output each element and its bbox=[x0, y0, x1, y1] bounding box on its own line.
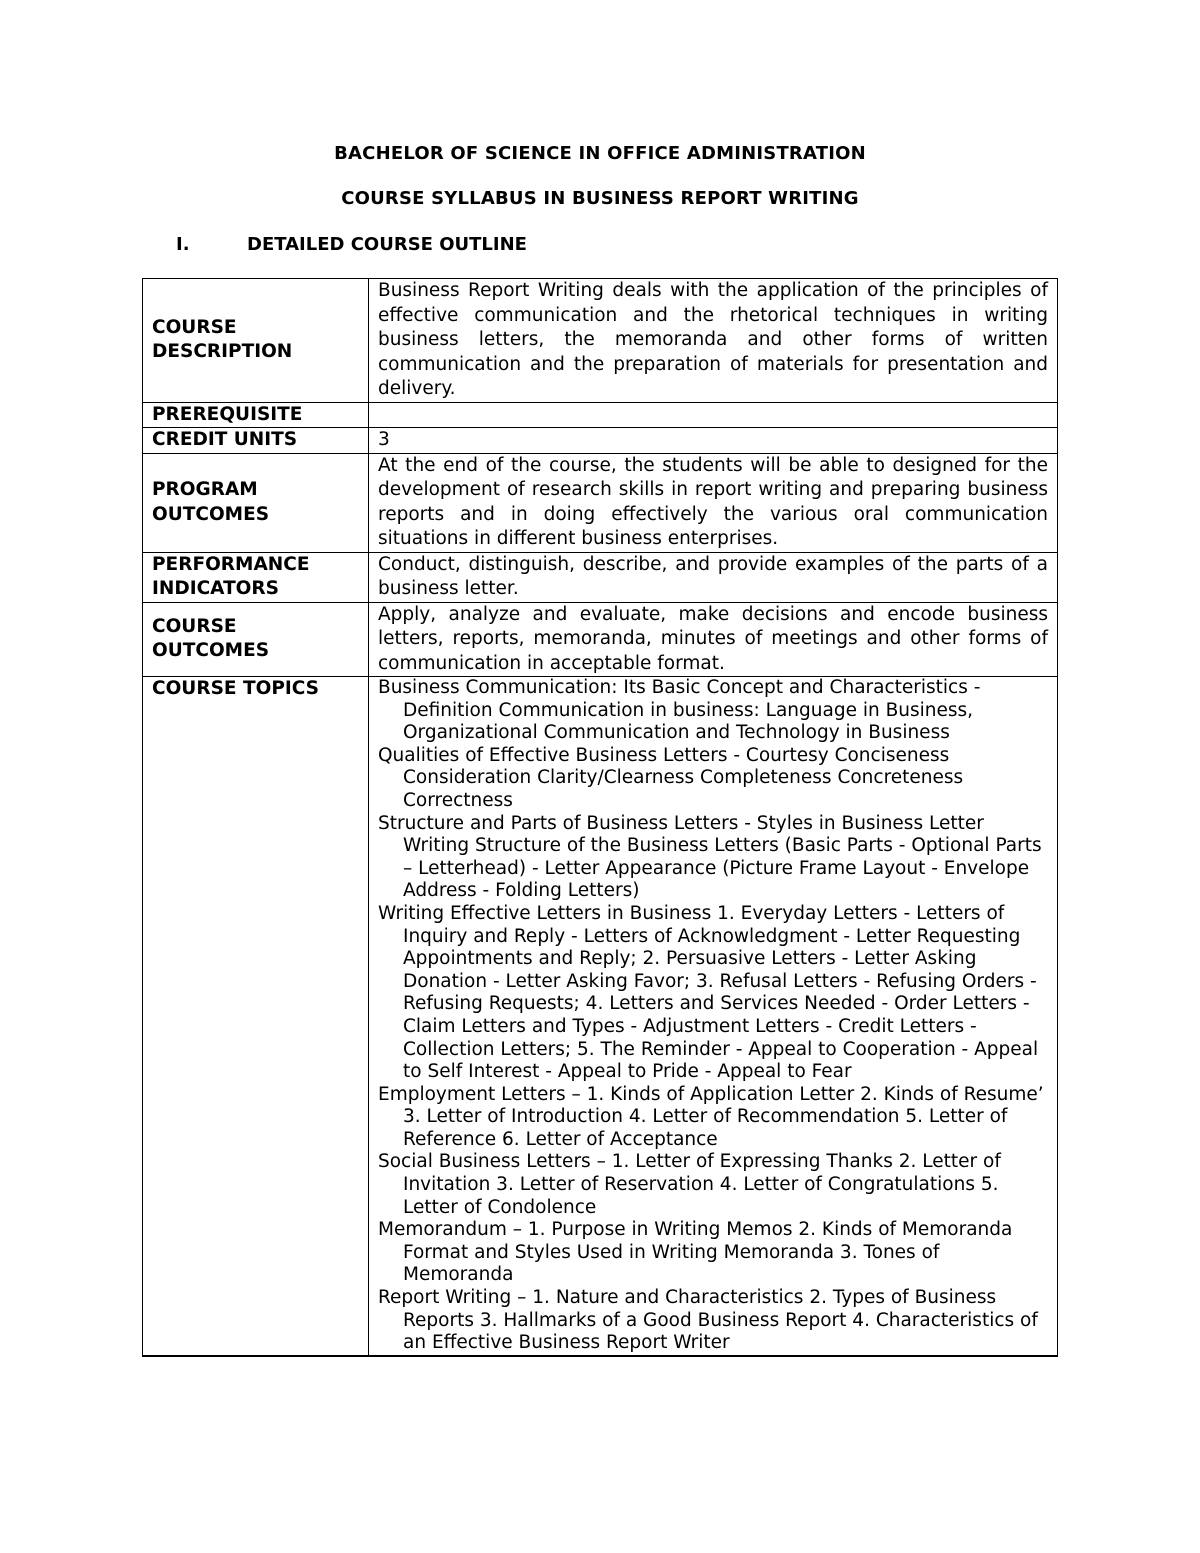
section-heading bbox=[176, 234, 527, 255]
program-title: BACHELOR OF SCIENCE IN OFFICE ADMINISTRATION bbox=[334, 143, 866, 164]
performance-indicators-label: PERFORMANCE INDICATORS bbox=[143, 552, 369, 602]
table-row bbox=[143, 602, 1058, 677]
course-description-value: Business Report Writing deals with the application of the principles of effective communication and the rhetorical techniques in writing business letters, the memoranda and other forms of written communication and the preparation of materials for presentation and delivery. bbox=[369, 279, 1058, 403]
section-title: DETAILED COURSE OUTLINE bbox=[247, 234, 527, 255]
credit-units-label: CREDIT UNITS bbox=[143, 428, 369, 454]
table-row bbox=[143, 453, 1058, 552]
program-outcomes-label: PROGRAM OUTCOMES bbox=[143, 453, 369, 552]
topic-item: Writing Effective Letters in Business 1. Everyday Letters - Letters of Inquiry and Reply - Letters of Acknowledgment - Letter Requesting Appointments and Reply; 2. Persuasive Letters - Letter Asking Donation - Letter Asking Favor; 3. Refusal Letters - Refusing Orders - Refusing Requests; 4. Letters and Services Needed - Order Letters - Claim Letters and Types - Adjustment Letters - Credit Letters -Collection Letters; 5. The Reminder - Appeal to Cooperation - Appeal to Self Interest - Appeal to Pride - Appeal to Fear bbox=[378, 902, 1039, 1083]
course-topics-label: COURSE TOPICS bbox=[143, 677, 369, 1356]
course-outline-table bbox=[142, 278, 1058, 1357]
table-row bbox=[143, 279, 1058, 403]
syllabus-title: COURSE SYLLABUS IN BUSINESS REPORT WRITING bbox=[341, 188, 859, 209]
topic-item: Business Communication: Its Basic Concept and Characteristics - Definition Communication in business: Language in Business, Organizational Communication and Technology in Business bbox=[378, 677, 981, 744]
section-number: I. bbox=[176, 234, 190, 255]
performance-indicators-value: Conduct, distinguish, describe, and provide examples of the parts of a business letter. bbox=[369, 552, 1058, 602]
table-row bbox=[143, 428, 1058, 454]
course-topics-list bbox=[369, 677, 1058, 1356]
program-outcomes-value: At the end of the course, the students will be able to designed for the development of research skills in report writing and preparing business reports and in doing effectively the various oral communication situations in different business enterprises. bbox=[369, 453, 1058, 552]
course-description-label: COURSE DESCRIPTION bbox=[143, 279, 369, 403]
prerequisite-value bbox=[369, 402, 1058, 428]
topic-item: Report Writing – 1. Nature and Characteristics 2. Types of Business Reports 3. Hallmarks of a Good Business Report 4. Characteristics of an Effective Business Report Writer bbox=[378, 1287, 1038, 1354]
credit-units-value: 3 bbox=[369, 428, 1058, 454]
prerequisite-label: PREREQUISITE bbox=[143, 402, 369, 428]
topic-item: Social Business Letters – 1. Letter of Expressing Thanks 2. Letter of Invitation 3. Letter of Reservation 4. Letter of Congratulations 5. Letter of Condolence bbox=[378, 1151, 1001, 1218]
table-row bbox=[143, 677, 1058, 1356]
course-outcomes-value: Apply, analyze and evaluate, make decisions and encode business letters, reports, memoranda, minutes of meetings and other forms of communication in acceptable format. bbox=[369, 602, 1058, 677]
table-row bbox=[143, 402, 1058, 428]
topic-item: Qualities of Effective Business Letters - Courtesy Conciseness Consideration Clarity/Clearness Completeness Concreteness Correctness bbox=[378, 744, 964, 811]
topic-item: Employment Letters – 1. Kinds of Application Letter 2. Kinds of Resume’ 3. Letter of Introduction 4. Letter of Recommendation 5. Letter of Reference 6. Letter of Acceptance bbox=[378, 1083, 1044, 1150]
topic-item: Memorandum – 1. Purpose in Writing Memos 2. Kinds of Memoranda Format and Styles Used in Writing Memoranda 3. Tones of Memoranda bbox=[378, 1219, 1013, 1286]
table-row bbox=[143, 552, 1058, 602]
topic-item: Structure and Parts of Business Letters - Styles in Business Letter Writing Structure of the Business Letters (Basic Parts - Optional Parts – Letterhead) - Letter Appearance (Picture Frame Layout - Envelope Address - Folding Letters) bbox=[378, 812, 1042, 902]
course-outcomes-label: COURSE OUTCOMES bbox=[143, 602, 369, 677]
